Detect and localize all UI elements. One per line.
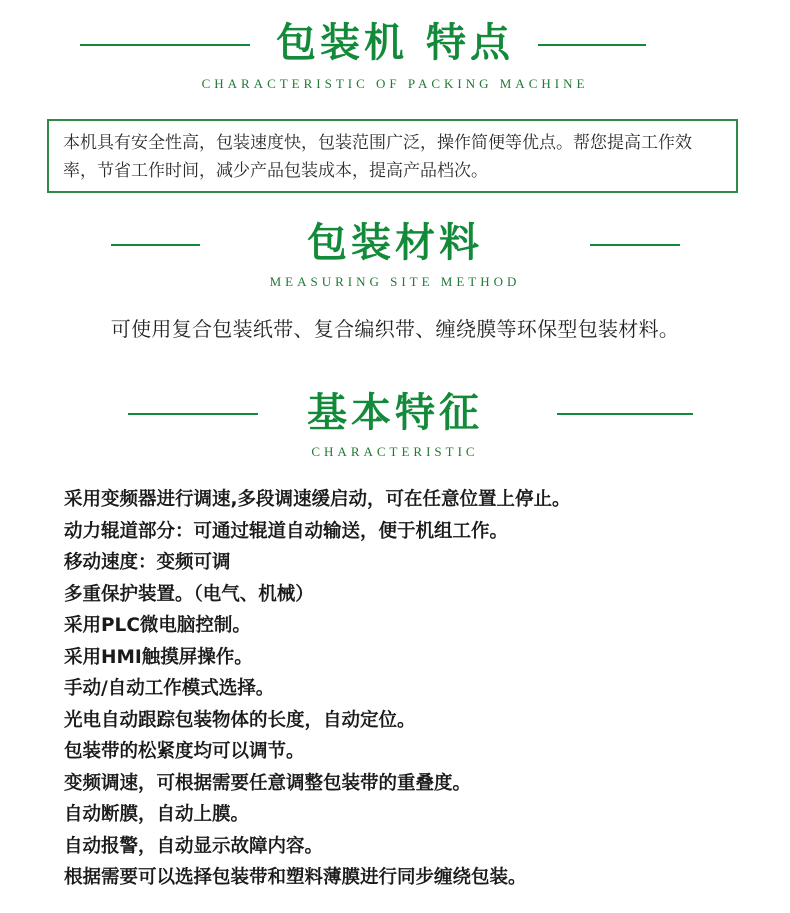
feature-item: 包装带的松紧度均可以调节。 bbox=[64, 741, 305, 762]
feature-item: 自动断膜，自动上膜。 bbox=[64, 804, 250, 825]
section-header-basic bbox=[0, 388, 790, 468]
feature-item: 根据需要可以选择包装带和塑料薄膜进行同步缠绕包装。 bbox=[64, 867, 527, 888]
section-subtitle: MEASURING SITE METHOD bbox=[269, 274, 521, 289]
feature-item: 移动速度：变频可调 bbox=[64, 552, 231, 573]
feature-item: 采用变频器进行调速,多段调速缓启动，可在任意位置上停止。 bbox=[64, 489, 571, 510]
section-subtitle: CHARACTERISTIC OF PACKING MACHINE bbox=[201, 76, 589, 91]
section-title: 包装机 特点 bbox=[276, 19, 514, 66]
section-header-features bbox=[0, 18, 790, 98]
feature-item: 自动报警，自动显示故障内容。 bbox=[64, 835, 324, 857]
feature-item: 动力辊道部分：可通过辊道自动输送，便于机组工作。 bbox=[64, 520, 509, 542]
feature-item: 光电自动跟踪包装物体的长度，自动定位。 bbox=[64, 709, 416, 731]
feature-item: 采用PLC微电脑控制。 bbox=[64, 615, 251, 636]
section-header-materials bbox=[0, 215, 790, 295]
feature-item: 多重保护装置。（电气、机械） bbox=[64, 583, 314, 605]
feature-list bbox=[64, 484, 571, 894]
intro-text-box: 本机具有安全性高，包装速度快，包装范围广泛，操作简便等优点。帮您提高工作效率，节省工作时间，减少产品包装成本，提高产品档次。 bbox=[47, 119, 738, 193]
header-divider-right bbox=[538, 44, 646, 46]
feature-item: 变频调速，可根据需要任意调整包装带的重叠度。 bbox=[64, 772, 472, 794]
header-divider-right bbox=[557, 413, 693, 415]
section-subtitle: CHARACTERISTIC bbox=[311, 444, 479, 459]
feature-item: 采用HMI触摸屏操作。 bbox=[64, 646, 253, 668]
section-title: 包装材料 bbox=[307, 219, 483, 266]
materials-text: 可使用复合包装纸带、复合编织带、缠绕膜等环保型包装材料。 bbox=[110, 317, 680, 341]
header-divider-right bbox=[590, 244, 680, 246]
section-title: 基本特征 bbox=[307, 389, 483, 436]
feature-item: 手动/自动工作模式选择。 bbox=[64, 678, 275, 699]
